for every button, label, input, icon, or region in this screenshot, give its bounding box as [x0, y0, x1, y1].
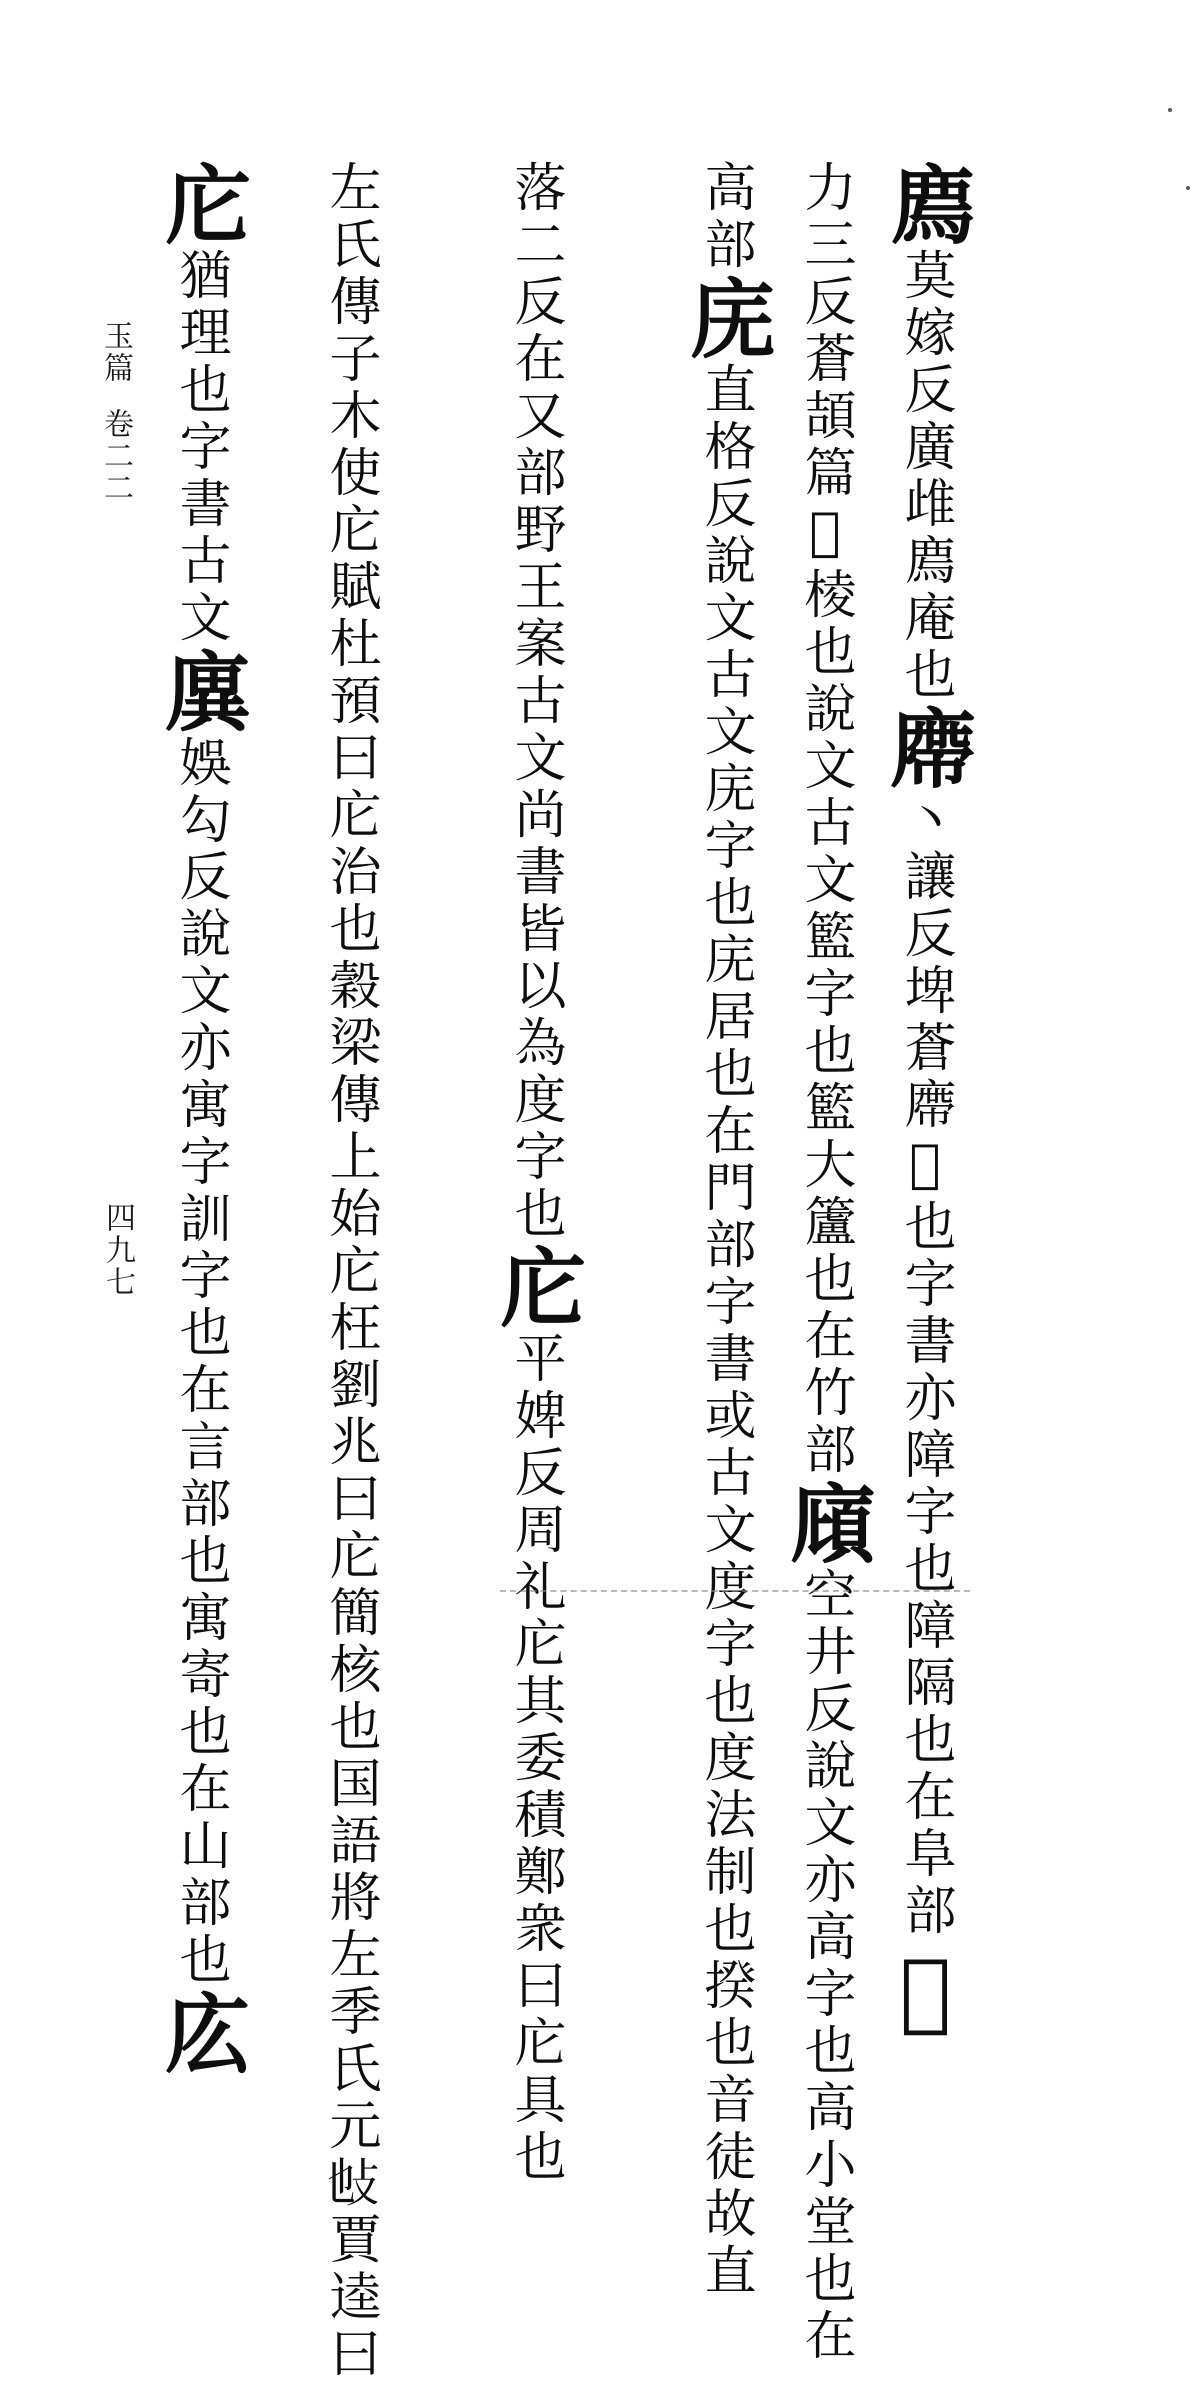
gloss-text: 丶讓反埤蒼廗𦺘也字書 [895, 792, 955, 1370]
gloss-text: 左氏傳子木使庀賦杜預曰庀治也穀梁傳上始庀 [320, 160, 380, 1300]
gloss-text: 落二反在又部野王案古文 [505, 160, 565, 787]
gloss-text: 高部 [695, 160, 755, 274]
gloss-text: 亦障字也障隔也在阜部 [895, 1370, 955, 1940]
headword: 廗 [875, 704, 976, 792]
gloss-text: 或古文度字也度法制也揆也音徒故直 [695, 1388, 755, 2300]
headword: 𢉊 [875, 1940, 976, 2043]
page-number: 四九七 [100, 1202, 135, 1298]
gloss-text: 莫嫁反廣 [895, 248, 955, 476]
text-column-6 [150, 160, 251, 2077]
text-column-5 [320, 160, 380, 2383]
gloss-text: 枉劉兆曰庀簡核也国語將左季氏元𢻫賈逵曰 [320, 1300, 380, 2383]
text-column-3 [675, 160, 776, 2300]
headword: 庑 [675, 274, 776, 362]
gloss-text: 積鄭衆曰庀具也 [505, 1787, 565, 2186]
gloss-text: 空井反說文亦高 [795, 1567, 855, 1966]
running-head-volume: 卷二二 [98, 408, 133, 504]
headword: 廎 [775, 1479, 876, 1567]
gloss-text: 猶理也字書古文 [170, 248, 230, 647]
gloss-text: 䧳 [895, 476, 955, 533]
gloss-text: 尚書皆以為度字也 [505, 787, 565, 1243]
gloss-text: 平婢反周礼庀其委 [505, 1331, 565, 1787]
running-head-book: 玉篇 [98, 320, 133, 384]
gloss-text: 娛勾反說文亦寓字 [170, 735, 230, 1191]
running-head [98, 320, 133, 504]
text-column-1 [875, 160, 976, 2043]
headword: 庅 [150, 1989, 251, 2077]
headword: 廙 [150, 647, 251, 735]
gloss-text: 字也高小堂也在 [795, 1966, 855, 2365]
gloss-text: 廌庵也 [895, 533, 955, 704]
gloss-text: 文籃字也籃大籚也在竹部 [795, 852, 855, 1479]
text-column-4 [485, 160, 586, 2186]
scan-speck [1186, 186, 1190, 190]
gloss-text: 直格反說文古文庑字也庑居也在門部字書 [695, 362, 755, 1388]
headword: 庀 [150, 160, 251, 248]
gloss-text: 訓字也在言部也寓寄也在山部也 [170, 1191, 230, 1989]
text-column-2 [775, 160, 876, 2365]
scan-speck [1168, 108, 1172, 112]
scan-bottom-rule [500, 1590, 970, 1592]
gloss-text: 力三反蒼頡篇𢉊棱也說文古 [795, 160, 855, 852]
headword: 庀 [485, 1243, 586, 1331]
headword: 廌 [875, 160, 976, 248]
